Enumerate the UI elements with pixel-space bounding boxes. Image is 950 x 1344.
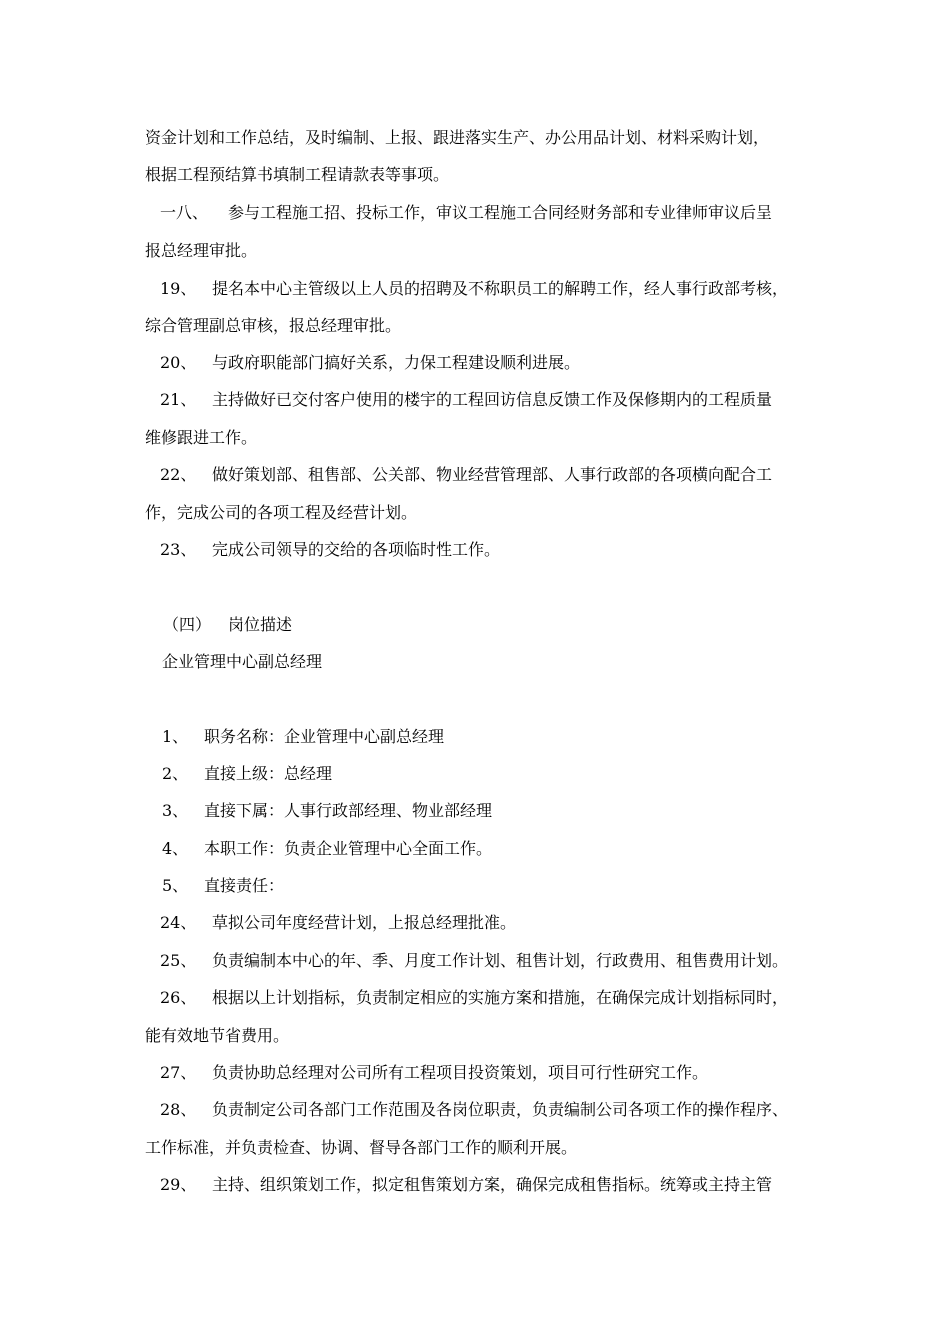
item-text: 职务名称：企业管理中心副总经理	[204, 727, 445, 746]
paragraph-line	[145, 503, 417, 523]
list-item	[162, 839, 492, 859]
list-item	[162, 876, 284, 896]
item-number: 2、	[162, 764, 189, 783]
list-item	[160, 913, 516, 933]
line-text: 企业管理中心副总经理	[162, 652, 323, 671]
line-text: 综合管理副总审核，报总经理审批。	[145, 316, 402, 335]
list-item	[160, 951, 788, 971]
item-text: 直接责任：	[204, 876, 285, 895]
item-number: 28、	[160, 1100, 197, 1119]
list-item	[160, 279, 788, 299]
list-item	[162, 727, 444, 747]
list-item	[160, 540, 500, 560]
item-text: 根据以上计划指标，负责制定相应的实施方案和措施，在确保完成计划指标同时，	[212, 988, 789, 1007]
item-number: 21、	[160, 390, 197, 409]
list-item	[162, 801, 492, 821]
item-number: 4、	[162, 839, 189, 858]
paragraph-line	[145, 241, 257, 261]
line-text: 能有效地节省费用。	[145, 1026, 290, 1045]
item-text: 负责制定公司各部门工作范围及各岗位职责，负责编制公司各项工作的操作程序、	[212, 1100, 789, 1119]
item-text: 做好策划部、租售部、公关部、物业经营管理部、人事行政部的各项横向配合工	[212, 465, 773, 484]
line-text: 维修跟进工作。	[145, 428, 258, 447]
list-item	[160, 353, 580, 373]
section-title: 岗位描述	[228, 615, 293, 634]
list-item	[160, 1175, 772, 1195]
list-item	[160, 465, 772, 485]
item-text: 参与工程施工招、投标工作，审议工程施工合同经财务部和专业律师审议后呈	[228, 203, 773, 222]
item-number: 一八、	[160, 203, 209, 222]
list-item	[162, 764, 332, 784]
item-text: 本职工作：负责企业管理中心全面工作。	[204, 839, 493, 858]
section-number: （四）	[163, 615, 212, 634]
item-number: 26、	[160, 988, 197, 1007]
item-text: 负责协助总经理对公司所有工程项目投资策划，项目可行性研究工作。	[212, 1063, 709, 1082]
item-text: 负责编制本中心的年、季、月度工作计划、租售计划，行政费用、租售费用计划。	[212, 951, 789, 970]
line-text: 工作标准，并负责检查、协调、督导各部门工作的顺利开展。	[145, 1138, 578, 1157]
line-text: 作，完成公司的各项工程及经营计划。	[145, 503, 418, 522]
item-text: 主持、组织策划工作，拟定租售策划方案，确保完成租售指标。统筹或主持主管	[212, 1175, 773, 1194]
line-text: 报总经理审批。	[145, 241, 258, 260]
item-number: 25、	[160, 951, 197, 970]
line-text: 资金计划和工作总结，及时编制、上报、跟进落实生产、办公用品计划、材料采购计划，	[145, 128, 770, 147]
item-number: 29、	[160, 1175, 197, 1194]
section-heading	[163, 615, 292, 635]
item-text: 与政府职能部门搞好关系，力保工程建设顺利进展。	[212, 353, 581, 372]
item-text: 完成公司领导的交给的各项临时性工作。	[212, 540, 501, 559]
item-number: 1、	[162, 727, 189, 746]
paragraph-line	[145, 128, 769, 148]
list-item	[160, 1100, 788, 1120]
item-number: 24、	[160, 913, 197, 932]
item-text: 直接上级：总经理	[204, 764, 333, 783]
item-text: 提名本中心主管级以上人员的招聘及不称职员工的解聘工作，经人事行政部考核，	[212, 279, 789, 298]
line-text: 根据工程预结算书填制工程请款表等事项。	[145, 165, 450, 184]
item-text: 主持做好已交付客户使用的楼宇的工程回访信息反馈工作及保修期内的工程质量	[212, 390, 773, 409]
paragraph-line	[145, 316, 401, 336]
position-title	[162, 652, 322, 672]
item-text: 草拟公司年度经营计划，上报总经理批准。	[212, 913, 517, 932]
item-number: 27、	[160, 1063, 197, 1082]
list-item	[160, 1063, 708, 1083]
item-number: 3、	[162, 801, 189, 820]
item-number: 22、	[160, 465, 197, 484]
list-item	[160, 203, 772, 223]
item-number: 19、	[160, 279, 197, 298]
item-number: 23、	[160, 540, 197, 559]
item-text: 直接下属：人事行政部经理、物业部经理	[204, 801, 493, 820]
item-number: 20、	[160, 353, 197, 372]
paragraph-line	[145, 1026, 289, 1046]
item-number: 5、	[162, 876, 189, 895]
list-item	[160, 988, 788, 1008]
list-item	[160, 390, 772, 410]
paragraph-line	[145, 428, 257, 448]
paragraph-line	[145, 165, 449, 185]
paragraph-line	[145, 1138, 577, 1158]
